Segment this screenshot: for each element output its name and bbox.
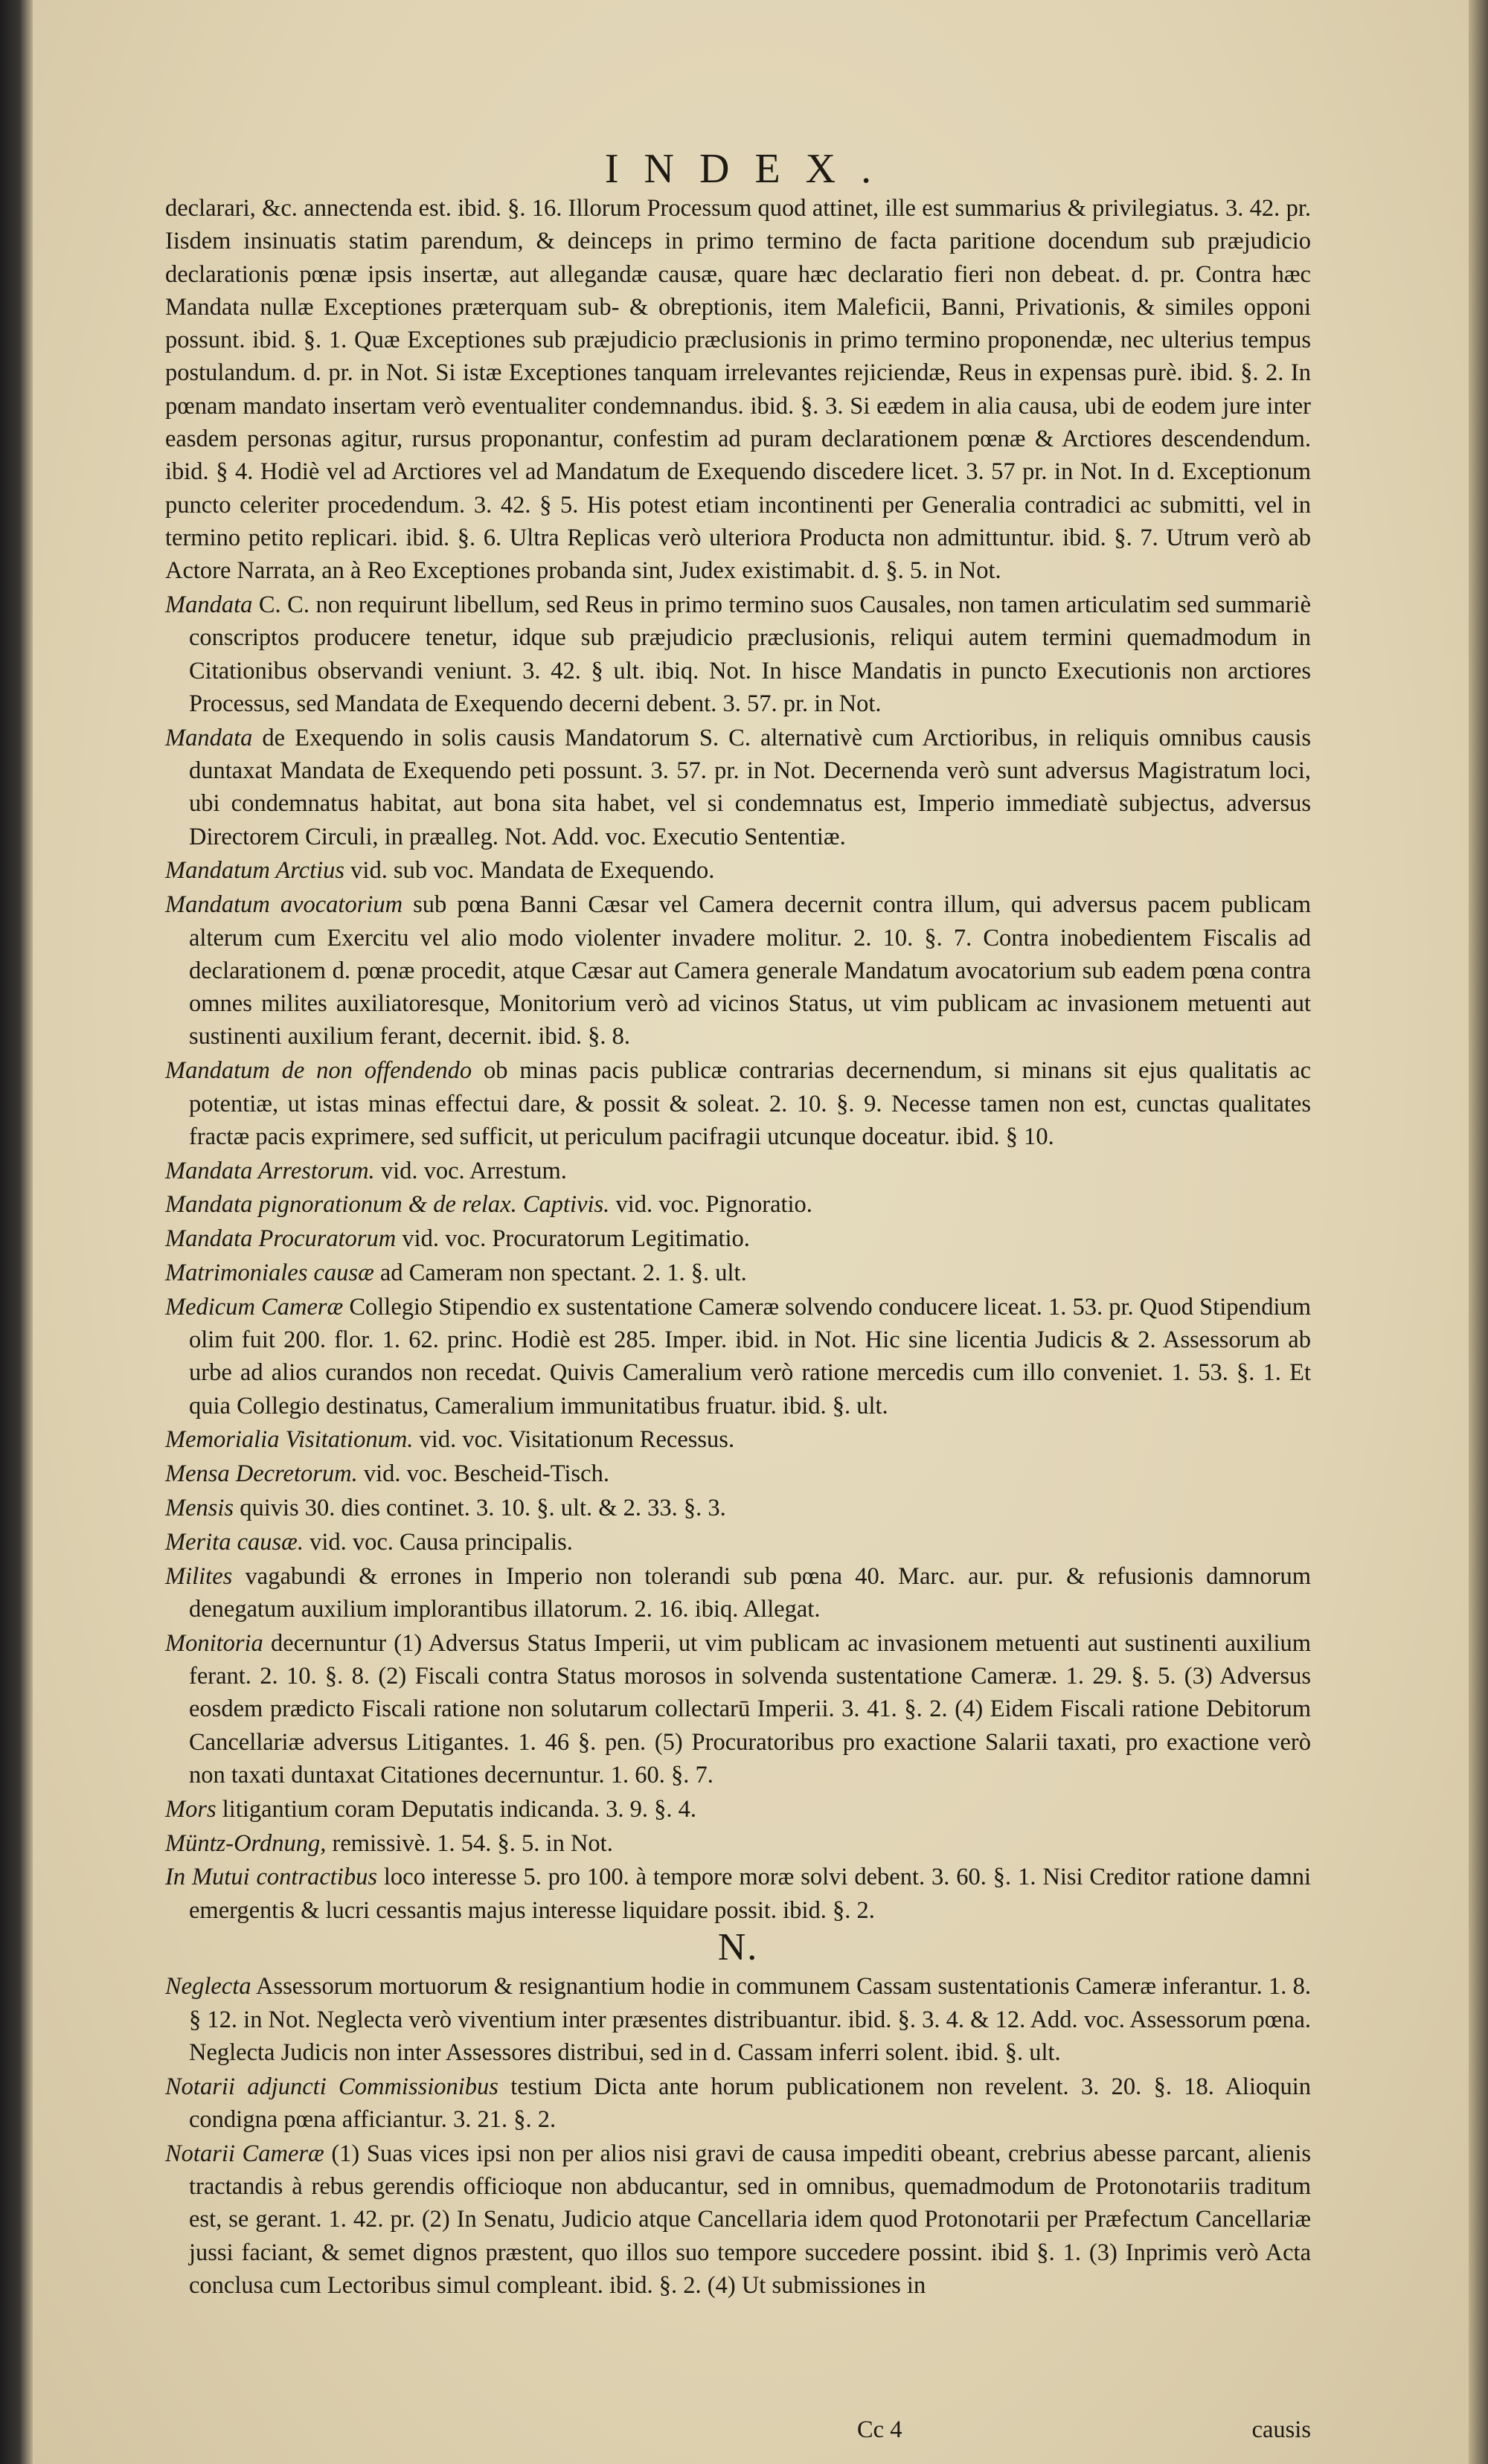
index-entry bbox=[165, 1492, 1311, 1524]
entry-keyword: Notarii adjuncti Commissionibus bbox=[165, 2073, 498, 2100]
entry-keyword: Mandatum Arctius bbox=[165, 857, 345, 885]
index-text bbox=[165, 192, 1311, 2303]
entry-keyword: Monitoria bbox=[165, 1629, 263, 1657]
index-entry bbox=[165, 1827, 1311, 1860]
entry-keyword: Mensa Decretorum. bbox=[165, 1460, 358, 1488]
entries-section-n bbox=[165, 1970, 1311, 2302]
index-entry bbox=[165, 1560, 1311, 1626]
entry-text: (1) Suas vices ipsi non per alios nisi gravi de causa impediti obeant, crebrius abesse parcant, alienis tractandis à rebus gerendis officioque non abducantur, sed in omnibus, quemadmodum de Protonotariis traditum est, se gerant. 1. 42. pr. (2) In Senatu, Judicio atque Cancellaria idem quod Protonotarii per Præfectum Cancellariæ jussi faciant, & semet dignos præstent, quo illos suo tempore succedere possint. ibid §. 1. (3) Inprimis verò Acta conclusa cum Lectoribus simul compleant. ibid. §. 2. (4) Ut submissiones in bbox=[189, 2140, 1311, 2299]
entry-text: Assessorum mortuorum & resignantium hodie in communem Cassam sustentationis Cameræ inferantur. 1. 8. § 12. in Not. Neglecta verò viventium inter præsentes distribuantur. ibid. §. 3. 4. & 12. Add. voc. Assessorum pœna. Neglecta Judicis non inter Assessores distribui, sed in d. Cassam inferri solent. ibid. §. ult. bbox=[189, 1973, 1311, 2066]
entry-keyword: Memorialia Visitationum. bbox=[165, 1426, 414, 1454]
index-entry bbox=[165, 1423, 1311, 1456]
entry-keyword: Mandata Arrestorum. bbox=[165, 1157, 375, 1184]
entry-keyword: Mandata Procuratorum bbox=[165, 1225, 397, 1253]
entry-text: decernuntur (1) Adversus Status Imperii, ut vim publicam ac invasionem metuenti aut sustinenti auxilium ferant. 2. 10. §. 8. (2) Fiscali contra Status morosos in solvenda sustentatione Cameræ. 1. 29. §. 5. (3) Adversus eosdem prædicto Fiscali ratione non solutarum collectarū Imperii. 3. 41. §. 2. (4) Eidem Fiscali ratione Debitorum Cancellariæ adversus Litigantes. 1. 46 §. pen. (5) Procuratoribus pro exactione Salarii taxati, pro exactione verò non taxati duntaxat Citationes decernuntur. 1. 60. §. 7. bbox=[189, 1629, 1311, 1788]
index-entry bbox=[165, 1793, 1311, 1826]
index-entry bbox=[165, 2070, 1311, 2137]
book-page bbox=[33, 0, 1469, 2464]
entry-keyword: Mors bbox=[165, 1795, 217, 1823]
entry-text: C. C. non requirunt libellum, sed Reus in primo termino suos Causales, non tamen articulatim sed summariè conscriptos producere tenetur, idque sub præjudicio præclusionis, reliqui autem termini quemadmodum in Citationibus observandi veniunt. 3. 42. § ult. ibiq. Not. In hisce Mandatis in puncto Executionis non arctiores Processus, sed Mandata de Exequendo decerni debent. 3. 57. pr. in Not. bbox=[189, 591, 1311, 717]
index-entry bbox=[165, 1054, 1311, 1153]
entry-text: Collegio Stipendio ex sustentatione Cameræ solvendo conducere liceat. 1. 53. pr. Quod Stipendium olim fuit 200. flor. 1. 62. princ. Hodiè est 285. Imper. ibid. in Not. Hic sine licentia Judicis & 2. Assessorum ab urbe ad alios curandos non recedat. Quivis Cameralium verò ratione mercedis cum illo conveniet. 1. 53. §. 1. Et quia Collegio destinatus, Cameralium immunitatibus fruatur. ibid. §. ult. bbox=[189, 1293, 1312, 1419]
section-letter: N. bbox=[717, 1925, 759, 1969]
entry-text: loco interesse 5. pro 100. à tempore moræ solvi debent. 3. 60. §. 1. Nisi Creditor ratione damni emergentis & lucri cessantis majus interesse liquidare possit. ibid. §. 2. bbox=[189, 1864, 1311, 1924]
signature-mark: Cc 4 bbox=[857, 2416, 902, 2443]
index-entry bbox=[165, 1970, 1311, 2069]
entry-text: sub pœna Banni Cæsar vel Camera decernit contra illum, qui adversus pacem publicam alterum cum Exercitu vel alio modo violenter invadere molitur. 2. 10. §. 7. Contra inobedientem Fiscalis ad declarationem d. pœnæ procedit, atque Cæsar aut Camera generale Mandatum avocatorium sub eadem pœna contra omnes milites auxiliatoresque, Monitorium verò ad vicinos Status, ut vim publicam ac invasionem metuenti aut sustinenti auxilium ferant, decernit. ibid. §. 8. bbox=[189, 891, 1311, 1050]
entry-keyword: Mandatum de non offendendo bbox=[165, 1057, 472, 1085]
entry-keyword: Merita causæ. bbox=[165, 1528, 304, 1556]
entry-text: ad Cameram non spectant. 2. 1. §. ult. bbox=[373, 1260, 747, 1286]
index-entry bbox=[165, 1188, 1311, 1221]
entry-keyword: Mensis bbox=[165, 1495, 234, 1522]
index-entry bbox=[165, 722, 1311, 853]
entry-text: de Exequendo in solis causis Mandatorum S. C. alternativè cum Arctioribus, in reliquis omnibus causis duntaxat Mandata de Exequendo peti possunt. 3. 57. pr. in Not. Decernenda verò sunt adversus Magistratum loci, ubi condemnatus habitat, aut bona sita habet, vel si condemnatus est, Imperio immediatè subjectus, adversus Directorem Circuli, in præalleg. Not. Add. voc. Executio Sententiæ. bbox=[189, 724, 1311, 850]
entry-keyword: Neglecta bbox=[165, 1973, 251, 2001]
index-entry bbox=[165, 1457, 1311, 1490]
entry-keyword: Mandata bbox=[165, 591, 253, 619]
index-entry bbox=[165, 1222, 1311, 1255]
entry-text: vid. voc. Arrestum. bbox=[374, 1157, 567, 1184]
entry-text: quivis 30. dies continet. 3. 10. §. ult. & 2. 33. §. 3. bbox=[234, 1495, 726, 1522]
entry-text: testium Dicta ante horum publicationem non revelent. 3. 20. §. 18. Alioquin condigna pœna afficiantur. 3. 21. §. 2. bbox=[189, 2073, 1312, 2133]
entry-text: vid. sub voc. Mandata de Exequendo. bbox=[344, 857, 715, 885]
entry-text: vid. voc. Pignoratio. bbox=[609, 1191, 812, 1219]
index-entry bbox=[165, 854, 1311, 887]
entry-keyword: Mandatum avocatorium bbox=[165, 891, 403, 919]
entry-keyword: Medicum Cameræ bbox=[165, 1293, 344, 1321]
entry-keyword: Müntz-Ordnung, bbox=[165, 1829, 327, 1857]
entry-text: ob minas pacis publicæ contrarias decernendum, si minans sit ejus qualitatis ac potentiæ, ut istas minas effectui dare, & possit & soleat. 2. 10. §. 9. Necesse tamen non est, cunctas qualitates fractæ pacis exprimere, sed sufficit, ut periculum pacifragii utcunque doceatur. ibid. § 10. bbox=[189, 1057, 1311, 1150]
entry-text: vagabundi & errones in Imperio non tolerandi sub pœna 40. Marc. aur. pur. & refusionis damnorum denegatum auxilium implorantibus illatorum. 2. 16. ibiq. Allegat. bbox=[189, 1562, 1311, 1623]
index-entry bbox=[165, 2137, 1311, 2302]
index-entry bbox=[165, 1155, 1311, 1187]
index-entry bbox=[165, 192, 1311, 588]
index-entry bbox=[165, 1526, 1311, 1559]
entry-keyword: Notarii Cameræ bbox=[165, 2140, 324, 2167]
entry-keyword: Mandata pignorationum & de relax. Captivis. bbox=[165, 1191, 610, 1219]
page-header: INDEX. bbox=[604, 146, 897, 192]
entry-keyword: Milites bbox=[165, 1562, 233, 1590]
entry-text: vid. voc. Visitationum Recessus. bbox=[413, 1426, 735, 1454]
index-entry bbox=[165, 1627, 1311, 1791]
entry-keyword: Matrimoniales causæ bbox=[165, 1260, 374, 1286]
entries-section-m bbox=[165, 192, 1311, 1927]
entry-text: vid. voc. Bescheid-Tisch. bbox=[357, 1460, 609, 1488]
entry-keyword: Mandata bbox=[165, 724, 253, 751]
entry-text: vid. voc. Causa principalis. bbox=[303, 1528, 573, 1556]
entry-keyword: In Mutui contractibus bbox=[165, 1864, 377, 1891]
entry-text: remissivè. 1. 54. §. 5. in Not. bbox=[326, 1829, 613, 1857]
entry-text: declarari, &c. annectenda est. ibid. §. 16. Illorum Processum quod attinet, ille est summarius & privilegiatus. 3. 42. pr. Iisdem insinuatis statim parendum, & deinceps in primo termino de facta paritione docendum sub præjudicio declarationis pœnæ ipsis insertæ, aut allegandæ causæ, quare hæc declaratio fieri non debeat. d. pr. Contra hæc Mandata nullæ Exceptiones præterquam sub- & obreptionis, item Maleficii, Banni, Privationis, & similes opponi possunt. ibid. §. 1. Quæ Exceptiones sub præjudicio præclusionis in primo termino proponendæ, nec ulterius tempus postulandum. d. pr. in Not. Si istæ Exceptiones tanquam irrelevantes rejiciendæ, Reus in expensas purè. ibid. §. 2. In pœnam mandato insertam verò eventualiter condemnandus. ibid. §. 3. Si eædem in alia causa, ubi de eodem jure inter easdem personas agitur, rursus proponantur, confestim ad puram declarationem pœnæ & Arctiores descendendum. ibid. § 4. Hodiè vel ad Arctiores vel ad Mandatum de Exequendo discedere licet. 3. 57 pr. in Not. In d. Exceptionum puncto celeriter procedendum. 3. 42. § 5. His potest etiam incontinenti per Generalia contradici ac submitti, vel in termino petito replicari. ibid. §. 6. Ultra Replicas verò ulteriora Producta non admittuntur. ibid. §. 7. Utrum verò ab Actore Narrata, an à Reo Exceptiones probanda sint, Judex existimabit. d. §. 5. in Not. bbox=[165, 195, 1311, 585]
entry-text: litigantium coram Deputatis indicanda. 3. 9. §. 4. bbox=[216, 1795, 696, 1823]
catchword: causis bbox=[1251, 2416, 1311, 2443]
index-entry bbox=[165, 588, 1311, 720]
index-entry bbox=[165, 1861, 1311, 1927]
index-entry bbox=[165, 1291, 1311, 1422]
entry-text: vid. voc. Procuratorum Legitimatio. bbox=[396, 1225, 750, 1253]
index-entry bbox=[165, 888, 1311, 1053]
index-entry bbox=[165, 1257, 1311, 1289]
